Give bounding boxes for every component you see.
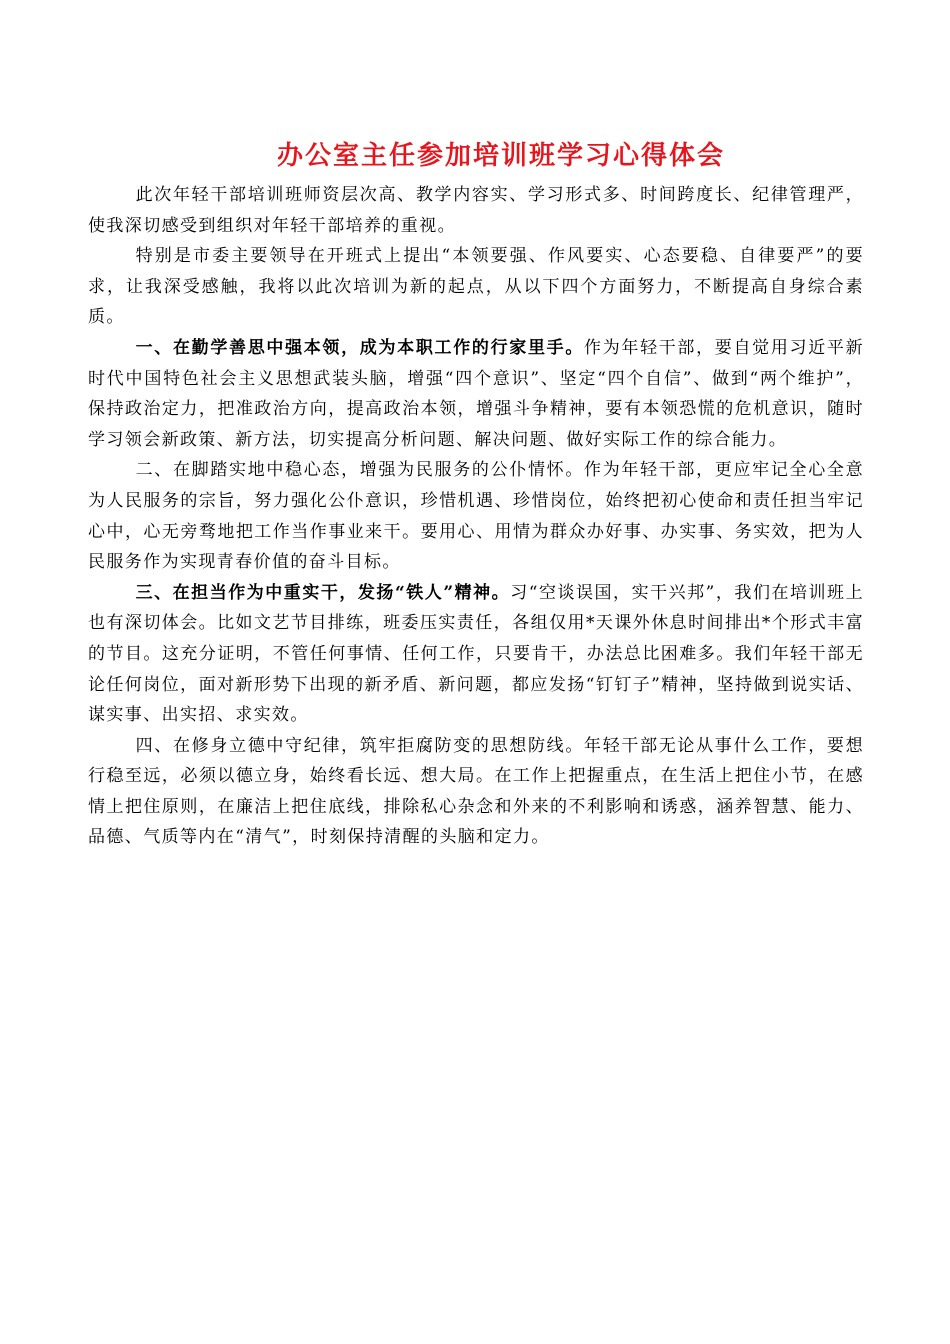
paragraph-point-one — [88, 333, 864, 455]
paragraph-text: 作为年轻干部，要自觉用习近平新时代中国特色社会主义思想武装头脑，增强“四个意识”、坚定“四个自信”、做到“两个维护”，保持政治定力，把准政治方向，提高政治本领，增强斗争精神，要有本领恐慌的危机意识，随时学习领会新政策、新方法，切实提高分析问题、解决问题、做好实际工作的综合能力。 — [88, 337, 864, 450]
paragraph-text: 此次年轻干部培训班师资层次高、教学内容实、学习形式多、时间跨度长、纪律管理严，使我深切感受到组织对年轻干部培养的重视。 — [88, 185, 864, 236]
paragraph-lead: 一、在勤学善思中强本领，成为本职工作的行家里手。 — [135, 337, 585, 358]
document-body — [88, 180, 864, 853]
paragraph-text: 二、在脚踏实地中稳心态，增强为民服务的公仆情怀。作为年轻干部，更应牢记全心全意为人民服务的宗旨，努力强化公仆意识，珍惜机遇、珍惜岗位，始终把初心使命和责任担当牢记心中，心无旁骛地把工作当作事业来干。要用心、用情为群众办好事、办实事、务实效，把为人民服务作为实现青春价值的奋斗目标。 — [88, 460, 864, 573]
paragraph-lead: 三、在担当作为中重实干，发扬“铁人”精神。 — [135, 582, 511, 603]
paragraph-text: 四、在修身立德中守纪律，筑牢拒腐防变的思想防线。年轻干部无论从事什么工作，要想行稳至远，必须以德立身，始终看长远、想大局。在工作上把握重点，在生活上把住小节，在感情上把住原则，在廉洁上把住底线，排除私心杂念和外来的不利影响和诱惑，涵养智慧、能力、品德、气质等内在“清气”，时刻保持清醒的头脑和定力。 — [88, 735, 864, 848]
paragraph-requirements — [88, 241, 864, 333]
paragraph-point-three — [88, 578, 864, 731]
paragraph-text: 习“空谈误国，实干兴邦”，我们在培训班上也有深切体会。比如文艺节目排练，班委压实责任，各组仅用*天课外休息时间排出*个形式丰富的节目。这充分证明，不管任何事情、任何工作，只要肯干，办法总比困难多。我们年轻干部无论任何岗位，面对新形势下出现的新矛盾、新问题，都应发扬“钉钉子”精神，坚持做到说实话、谋实事、出实招、求实效。 — [88, 582, 864, 726]
paragraph-point-two — [88, 455, 864, 577]
paragraph-text: 特别是市委主要领导在开班式上提出“本领要强、作风要实、心态要稳、自律要严”的要求，让我深受感触，我将以此次培训为新的起点，从以下四个方面努力，不断提高自身综合素质。 — [88, 246, 864, 328]
document-title: 办公室主任参加培训班学习心得体会 — [276, 141, 725, 171]
paragraph-intro — [88, 180, 864, 241]
paragraph-point-four — [88, 731, 864, 853]
